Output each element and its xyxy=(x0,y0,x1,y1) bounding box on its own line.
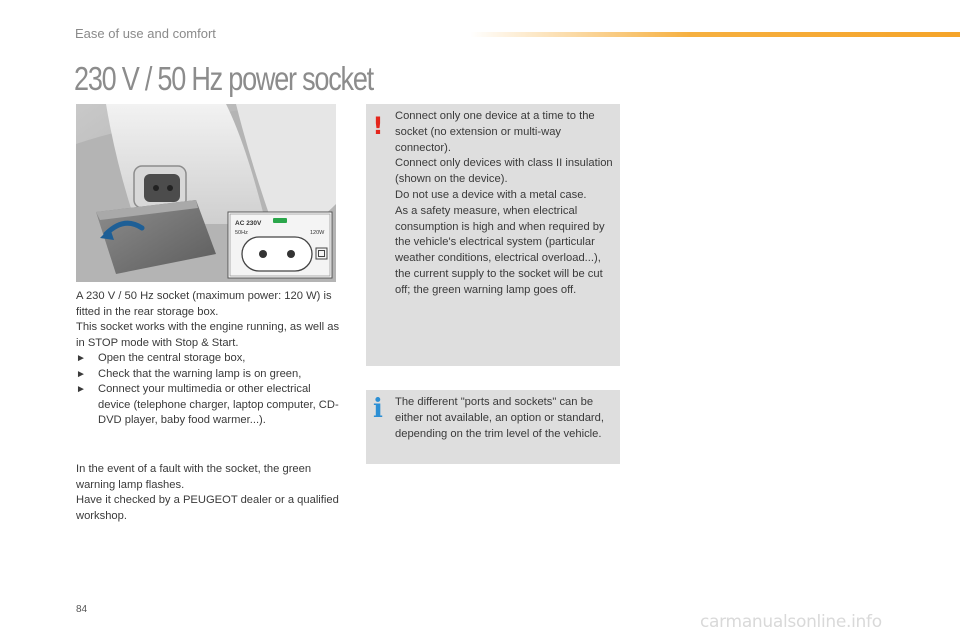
info-text: The different "ports and sockets" can be either not available, an option or standard, depending on the trim level of the vehicle. xyxy=(395,396,604,440)
indicator-lamp-icon xyxy=(273,218,287,223)
warning-paragraph: Connect only one device at a time to the socket (no extension or multi-way connector). xyxy=(395,110,595,154)
intro-paragraph-1: A 230 V / 50 Hz socket (maximum power: 120 W) is fitted in the rear storage box. xyxy=(76,290,332,318)
fault-paragraph-1: In the event of a fault with the socket, the green warning lamp flashes. xyxy=(76,463,312,491)
warning-paragraph: As a safety measure, when electrical consumption is high and when required by the vehicle's electrical system (particular weather conditions, electrical overload...), the current supply to the socket will be cut off; the green warning lamp goes off. xyxy=(395,204,605,296)
figure-label-ac: AC 230V xyxy=(235,220,262,227)
list-item: ► Open the central storage box, xyxy=(76,351,346,367)
power-socket-photo xyxy=(76,104,336,282)
warning-exclamation-icon: ! xyxy=(372,112,384,140)
steps-list xyxy=(76,351,346,429)
arrow-bullet-icon: ► xyxy=(76,368,86,380)
figure-label-hz: 50Hz xyxy=(235,230,248,236)
info-note xyxy=(366,390,620,464)
page-number: 84 xyxy=(76,604,88,615)
figure-label-w: 120W xyxy=(310,230,325,236)
header-accent-bar xyxy=(470,32,960,37)
page-title: 230 V / 50 Hz power socket xyxy=(74,60,373,97)
warning-paragraph: Do not use a device with a metal case. xyxy=(395,188,587,201)
warning-note xyxy=(366,104,620,366)
info-icon: i xyxy=(373,394,383,424)
list-item: ► Check that the warning lamp is on green, xyxy=(76,367,346,383)
warning-text xyxy=(395,109,617,299)
fault-paragraph-2: Have it checked by a PEUGEOT dealer or a qualified workshop. xyxy=(76,494,339,522)
warning-paragraph: Connect only devices with class II insulation (shown on the device). xyxy=(395,157,613,186)
intro-paragraph-2: This socket works with the engine running, as well as in STOP mode with Stop & Start. xyxy=(76,321,340,349)
watermark: carmanualsonline.info xyxy=(700,612,882,632)
intro-text xyxy=(76,289,346,429)
list-item: ► Connect your multimedia or other electrical device (telephone charger, laptop computer, CD-DVD player, baby food warmer...). xyxy=(76,383,339,426)
arrow-bullet-icon: ► xyxy=(76,384,86,395)
fault-text xyxy=(76,462,346,524)
arrow-bullet-icon: ► xyxy=(76,353,86,364)
section-header: Ease of use and comfort xyxy=(75,26,216,41)
